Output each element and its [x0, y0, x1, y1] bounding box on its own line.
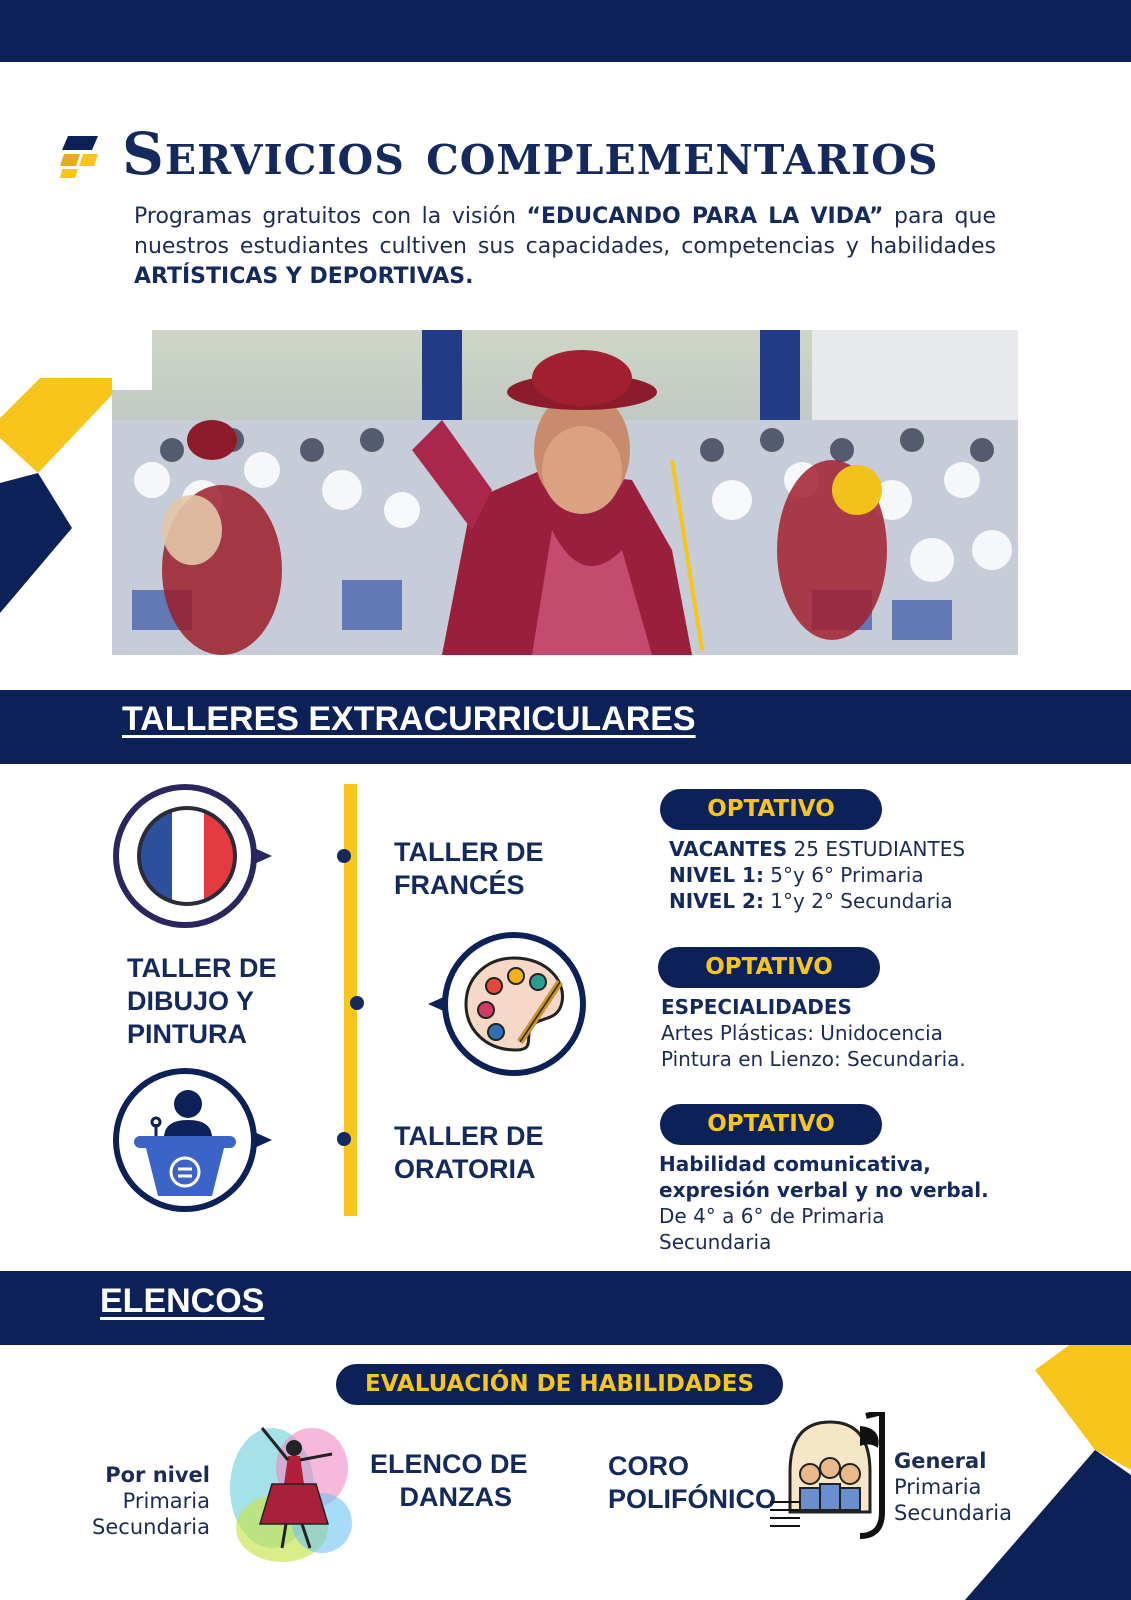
top-banner — [0, 0, 1131, 62]
elenco-danzas-title: ELENCO DE DANZAS — [370, 1449, 528, 1512]
optativo-badge: OPTATIVO — [660, 789, 882, 830]
coro-levels: General Primaria Secundaria — [894, 1449, 1012, 1525]
timeline-dot — [350, 996, 364, 1010]
taller-oratoria-info: Habilidad comunicativa, expresión verbal y no verbal. De 4° a 6° de Primaria Secundaria — [659, 1152, 989, 1254]
optativo-badge: OPTATIVO — [658, 947, 880, 988]
paint-palette-icon — [428, 930, 588, 1078]
taller-dibujo-title: TALLER DE DIBUJO Y PINTURA — [127, 953, 277, 1049]
dancer-icon — [222, 1408, 362, 1566]
logo-mark-icon — [60, 136, 100, 178]
dance-photo — [112, 330, 1018, 655]
optativo-badge: OPTATIVO — [660, 1104, 882, 1145]
taller-frances-info: VACANTES 25 ESTUDIANTES NIVEL 1: 5°y 6° Primaria NIVEL 2: 1°y 2° Secundaria — [669, 837, 966, 913]
talleres-title: TALLERES EXTRACURRICULARES — [122, 700, 696, 738]
intro-text: Programas gratuitos con la visión “EDUCANDO PARA LA VIDA” para que nuestros estudiantes cultiven sus capacidades, competencias y habilidades ARTÍSTICAS Y DEPORTIVAS. — [134, 204, 996, 289]
coro-polifonico-title: CORO POLIFÓNICO — [608, 1451, 776, 1514]
taller-oratoria-title: TALLER DE ORATORIA — [394, 1121, 544, 1184]
left-decor-shapes — [0, 378, 130, 618]
taller-frances-title: TALLER DE FRANCÉS — [394, 837, 544, 900]
taller-dibujo-info: ESPECIALIDADES Artes Plásticas: Unidocencia Pintura en Lienzo: Secundaria. — [661, 995, 966, 1071]
timeline-dot — [337, 849, 351, 863]
danzas-levels: Por nivel Primaria Secundaria — [92, 1463, 210, 1539]
choir-icon — [770, 1412, 888, 1542]
france-flag-icon — [112, 783, 272, 929]
evaluacion-badge: EVALUACIÓN DE HABILIDADES — [336, 1364, 783, 1405]
timeline-dot — [337, 1132, 351, 1146]
speaker-podium-icon — [112, 1066, 272, 1214]
page-title: Servicios complementarios — [122, 120, 939, 188]
elencos-title: ELENCOS — [100, 1282, 265, 1320]
